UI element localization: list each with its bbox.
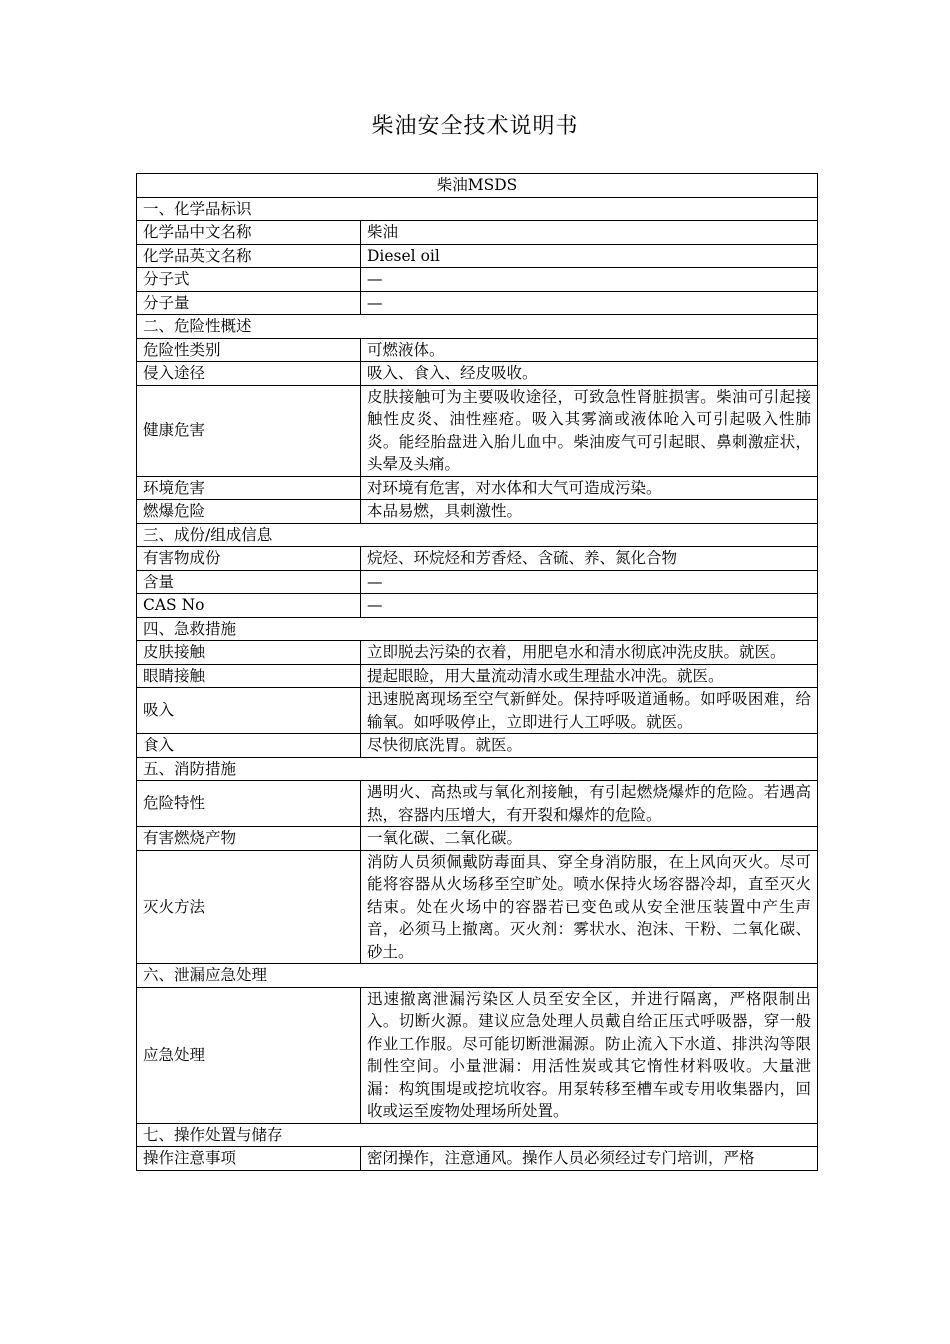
row-value: — — [361, 268, 818, 292]
table-row — [137, 827, 818, 851]
row-label: 有害燃烧产物 — [137, 827, 361, 851]
row-value: 本品易燃，具刺激性。 — [361, 500, 818, 524]
row-value: — — [361, 570, 818, 594]
table-header-row — [137, 174, 818, 198]
row-label: 燃爆危险 — [137, 500, 361, 524]
row-label: 含量 — [137, 570, 361, 594]
table-row — [137, 570, 818, 594]
msds-table-body — [137, 174, 818, 1171]
row-value: 密闭操作，注意通风。操作人员必须经过专门培训，严格 — [361, 1147, 818, 1171]
row-value: 遇明火、高热或与氧化剂接触，有引起燃烧爆炸的危险。若遇高热，容器内压增大，有开裂和爆炸的危险。 — [361, 781, 818, 827]
table-header: 柴油MSDS — [137, 174, 818, 198]
section-heading-row — [137, 523, 818, 547]
section-heading: 三、成份/组成信息 — [137, 523, 818, 547]
page-title: 柴油安全技术说明书 — [371, 114, 579, 139]
row-label: CAS No — [137, 594, 361, 618]
table-row — [137, 1147, 818, 1171]
row-label: 灭火方法 — [137, 850, 361, 964]
row-value: 柴油 — [361, 221, 818, 245]
table-row — [137, 850, 818, 964]
table-row — [137, 664, 818, 688]
row-value: 吸入、食入、经皮吸收。 — [361, 362, 818, 386]
row-value: 皮肤接触可为主要吸收途径，可致急性肾脏损害。柴油可引起接触性皮炎、油性痤疮。吸入其雾滴或液体呛入可引起吸入性肺炎。能经胎盘进入胎儿血中。柴油废气可引起眼、鼻刺激症状，头晕及头痛。 — [361, 385, 818, 476]
table-row — [137, 291, 818, 315]
row-label: 操作注意事项 — [137, 1147, 361, 1171]
row-value: 提起眼睑，用大量流动清水或生理盐水冲洗。就医。 — [361, 664, 818, 688]
row-value: 尽快彻底洗胃。就医。 — [361, 734, 818, 758]
row-label: 环境危害 — [137, 476, 361, 500]
row-label: 眼睛接触 — [137, 664, 361, 688]
section-heading-row — [137, 197, 818, 221]
row-label: 化学品英文名称 — [137, 244, 361, 268]
section-heading-row — [137, 757, 818, 781]
section-heading: 二、危险性概述 — [137, 315, 818, 339]
row-label: 应急处理 — [137, 987, 361, 1123]
table-row — [137, 781, 818, 827]
section-heading-row — [137, 315, 818, 339]
section-heading: 六、泄漏应急处理 — [137, 964, 818, 988]
row-label: 化学品中文名称 — [137, 221, 361, 245]
section-heading: 五、消防措施 — [137, 757, 818, 781]
row-label: 食入 — [137, 734, 361, 758]
section-heading-row — [137, 617, 818, 641]
row-value: 烷烃、环烷烃和芳香烃、含硫、养、氮化合物 — [361, 547, 818, 571]
row-value: — — [361, 594, 818, 618]
row-label: 分子式 — [137, 268, 361, 292]
table-row — [137, 362, 818, 386]
row-label: 危险性类别 — [137, 338, 361, 362]
table-row — [137, 476, 818, 500]
row-label: 健康危害 — [137, 385, 361, 476]
table-row — [137, 268, 818, 292]
row-label: 有害物成份 — [137, 547, 361, 571]
section-heading-row — [137, 964, 818, 988]
table-row — [137, 594, 818, 618]
table-row — [137, 547, 818, 571]
table-row — [137, 734, 818, 758]
row-value: — — [361, 291, 818, 315]
section-heading-row — [137, 1123, 818, 1147]
row-label: 危险特性 — [137, 781, 361, 827]
table-row — [137, 221, 818, 245]
table-row — [137, 987, 818, 1123]
row-value: 迅速撤离泄漏污染区人员至安全区，并进行隔离，严格限制出入。切断火源。建议应急处理人员戴自给正压式呼吸器，穿一般作业工作服。尽可能切断泄漏源。防止流入下水道、排洪沟等限制性空间。小量泄漏：用活性炭或其它惰性材料吸收。大量泄漏：构筑围堤或挖坑收容。用泵转移至槽车或专用收集器内，回收或运至废物处理场所处置。 — [361, 987, 818, 1123]
row-value: Diesel oil — [361, 244, 818, 268]
section-heading: 一、化学品标识 — [137, 197, 818, 221]
section-heading: 四、急救措施 — [137, 617, 818, 641]
table-row — [137, 500, 818, 524]
row-value: 消防人员须佩戴防毒面具、穿全身消防服，在上风向灭火。尽可能将容器从火场移至空旷处。喷水保持火场容器冷却，直至灭火结束。处在火场中的容器若已变色或从安全泄压装置中产生声音，必须马上撤离。灭火剂：雾状水、泡沫、干粉、二氧化碳、砂土。 — [361, 850, 818, 964]
row-label: 分子量 — [137, 291, 361, 315]
row-label: 侵入途径 — [137, 362, 361, 386]
row-value: 迅速脱离现场至空气新鲜处。保持呼吸道通畅。如呼吸困难，给输氧。如呼吸停止，立即进行人工呼吸。就医。 — [361, 688, 818, 734]
table-row — [137, 385, 818, 476]
row-value: 对环境有危害，对水体和大气可造成污染。 — [361, 476, 818, 500]
section-heading: 七、操作处置与储存 — [137, 1123, 818, 1147]
row-value: 立即脱去污染的衣着，用肥皂水和清水彻底冲洗皮肤。就医。 — [361, 641, 818, 665]
row-label: 皮肤接触 — [137, 641, 361, 665]
table-row — [137, 244, 818, 268]
row-label: 吸入 — [137, 688, 361, 734]
table-row — [137, 688, 818, 734]
row-value: 一氧化碳、二氧化碳。 — [361, 827, 818, 851]
msds-table — [136, 173, 818, 1171]
table-row — [137, 338, 818, 362]
table-row — [137, 641, 818, 665]
row-value: 可燃液体。 — [361, 338, 818, 362]
